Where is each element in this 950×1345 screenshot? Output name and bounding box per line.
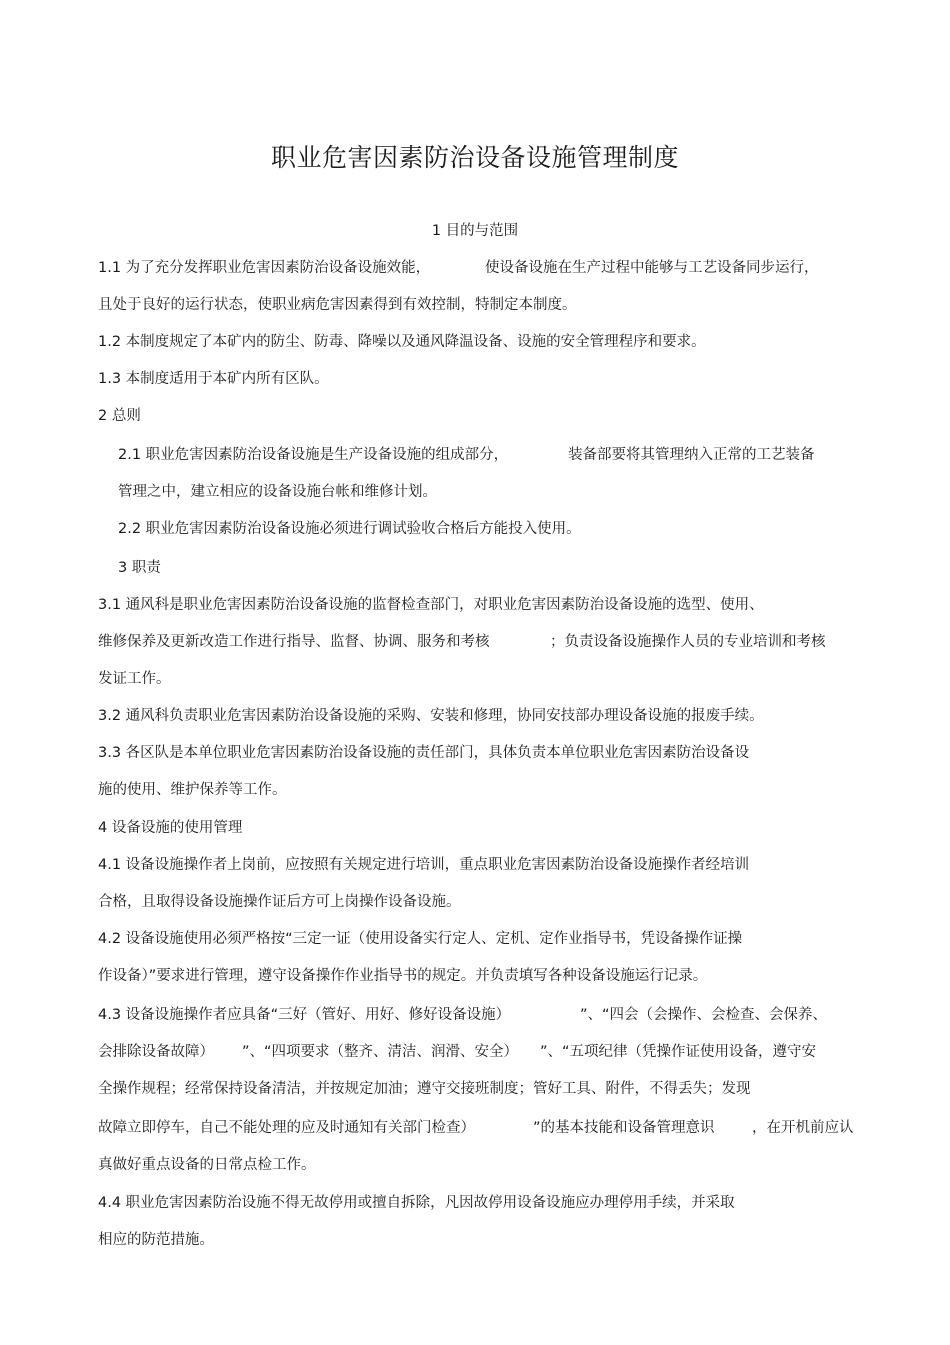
paragraph-line: 作设备）”要求进行管理，遵守设备操作作业指导书的规定。并负责填写各种设备设施运行记录。 (98, 968, 708, 984)
paragraph-line: 故障立即停车，自己不能处理的应及时通知有关部门检查） (98, 1120, 475, 1136)
paragraph-line: ”、“四项要求（整齐、清洁、润滑、安全） (242, 1044, 519, 1060)
paragraph-line: 4.3 设备设施操作者应具备“三好（管好、用好、修好设备设施） (98, 1007, 511, 1023)
paragraph-line: 使设备设施在生产过程中能够与工艺设备同步运行， (485, 260, 819, 276)
paragraph-line: 3.3 各区队是本单位职业危害因素防治设备设施的责任部门，具体负责本单位职业危害因素防治设备设 (98, 745, 750, 761)
section-heading-4: 4 设备设施的使用管理 (98, 820, 243, 836)
paragraph-line: 维修保养及更新改造工作进行指导、监督、协调、服务和考核 (98, 634, 490, 650)
paragraph-line: 4.4 职业危害因素防治设施不得无故停用或擅自拆除，凡因故停用设备设施应办理停用手续，并采取 (98, 1195, 735, 1211)
paragraph-line: 真做好重点设备的日常点检工作。 (98, 1157, 316, 1173)
paragraph-line: 会排除设备故障） (98, 1044, 214, 1060)
paragraph-line: 合格，且取得设备设施操作证后方可上岗操作设备设施。 (98, 894, 461, 910)
paragraph-line: 2.2 职业危害因素防治设备设施必须进行调试验收合格后方能投入使用。 (118, 521, 581, 537)
document-title: 职业危害因素防治设备设施管理制度 (270, 143, 679, 172)
paragraph-line: 1.1 为了充分发挥职业危害因素防治设备设施效能， (98, 260, 431, 276)
paragraph-line: ”、“四会（会操作、会检查、会保养、 (580, 1007, 828, 1023)
paragraph-line: ，在开机前应认 (752, 1120, 854, 1136)
section-heading-1: 1 目的与范围 (431, 223, 519, 239)
paragraph-line: 2.1 职业危害因素防治设备设施是生产设备设施的组成部分， (118, 447, 509, 463)
paragraph-line: 管理之中，建立相应的设备设施台帐和维修计划。 (118, 484, 437, 500)
paragraph-line: 4.2 设备设施使用必须严格按“三定一证（使用设备实行定人、定机、定作业指导书，凭设备操作证操 (98, 931, 743, 947)
paragraph-line: 施的使用、维护保养等工作。 (98, 782, 287, 798)
paragraph-line: 4.1 设备设施操作者上岗前，应按照有关规定进行培训，重点职业危害因素防治设备设施操作者经培训 (98, 857, 750, 873)
paragraph-line: 1.3 本制度适用于本矿内所有区队。 (98, 371, 329, 387)
paragraph-line: ”的基本技能和设备管理意识 (533, 1120, 715, 1136)
paragraph-line: 3.1 通风科是职业危害因素防治设备设施的监督检查部门，对职业危害因素防治设备设施的选型、使用、 (98, 597, 764, 613)
paragraph-line: ”、“五项纪律（凭操作证使用设备，遵守安 (540, 1044, 817, 1060)
paragraph-line: 发证工作。 (98, 671, 171, 687)
section-heading-2: 2 总则 (98, 408, 141, 424)
paragraph-line: 且处于良好的运行状态，使职业病危害因素得到有效控制，特制定本制度。 (98, 297, 577, 313)
paragraph-line: 装备部要将其管理纳入正常的工艺装备 (568, 447, 815, 463)
paragraph-line: ；负责设备设施操作人员的专业培训和考核 (550, 634, 826, 650)
paragraph-line: 1.2 本制度规定了本矿内的防尘、防毒、降噪以及通风降温设备、设施的安全管理程序和要求。 (98, 334, 706, 350)
paragraph-line: 3.2 通风科负责职业危害因素防治设备设施的采购、安装和修理，协同安技部办理设备设施的报废手续。 (98, 708, 764, 724)
paragraph-line: 相应的防范措施。 (98, 1232, 214, 1248)
paragraph-line: 全操作规程；经常保持设备清洁，并按规定加油；遵守交接班制度；管好工具、附件，不得丢失；发现 (98, 1081, 751, 1097)
section-heading-3: 3 职责 (118, 560, 161, 576)
